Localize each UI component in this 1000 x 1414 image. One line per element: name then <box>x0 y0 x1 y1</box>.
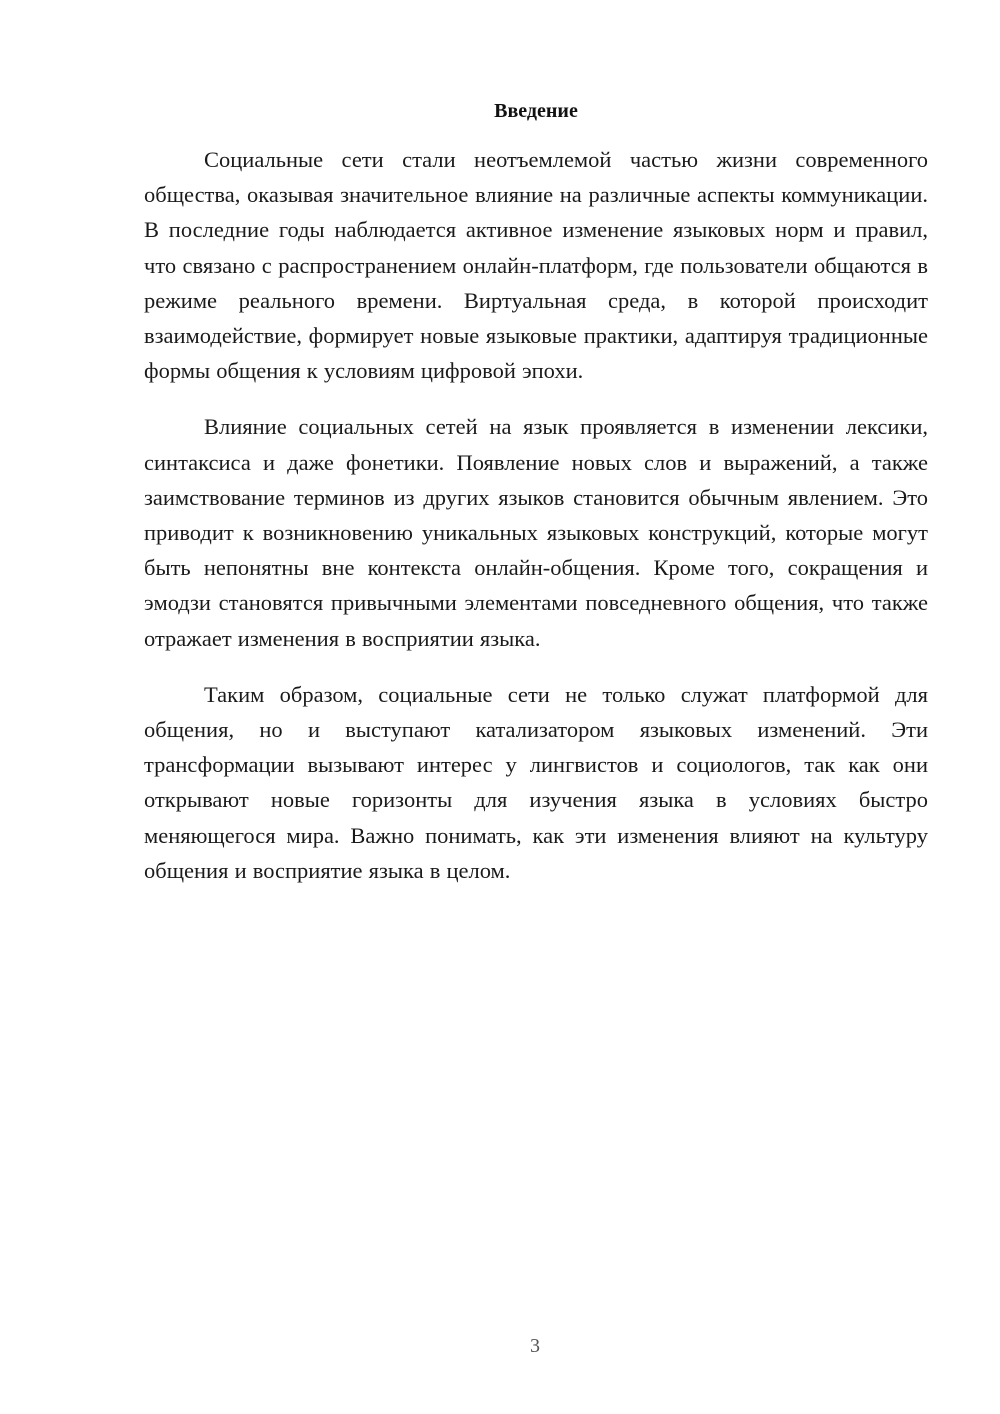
paragraph-2: Влияние социальных сетей на язык проявляется в изменении лексики, синтаксиса и даже фонетики. Появление новых слов и выражений, а также заимствование терминов из других языков становится обычным явлением. Это приводит к возникновению уникальных языковых конструкций, которые могут быть непонятны вне контекста онлайн-общения. Кроме того, сокращения и эмодзи становятся привычными элементами повседневного общения, что также отражает изменения в восприятии языка. <box>144 414 928 651</box>
paragraph-1: Социальные сети стали неотъемлемой частью жизни современного общества, оказывая значительное влияние на различные аспекты коммуникации. В последние годы наблюдается активное изменение языковых норм и правил, что связано с распространением онлайн-платформ, где пользователи общаются в режиме реального времени. Виртуальная среда, в которой происходит взаимодействие, формирует новые языковые практики, адаптируя традиционные формы общения к условиям цифровой эпохи. <box>144 147 928 384</box>
paragraph-3: Таким образом, социальные сети не только служат платформой для общения, но и выступают катализатором языковых изменений. Эти трансформации вызывают интерес у лингвистов и социологов, так как они открывают новые горизонты для изучения языка в условиях быстро меняющегося мира. Важно понимать, как эти изменения влияют на культуру общения и восприятие языка в целом. <box>144 681 928 883</box>
page-number: 3 <box>530 1335 540 1357</box>
page-content <box>144 96 928 909</box>
section-heading: Введение <box>494 100 578 122</box>
